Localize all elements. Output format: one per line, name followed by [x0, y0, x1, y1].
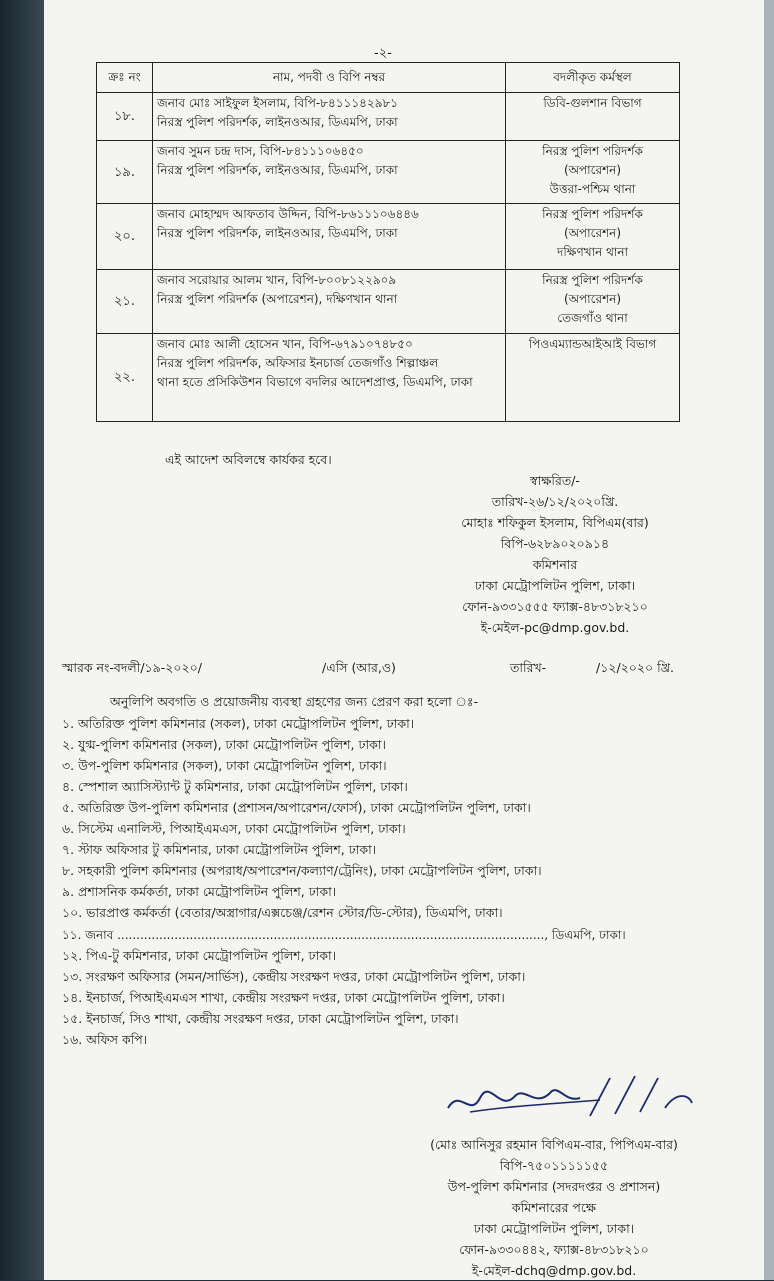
list-item: ১২. পিএ-টু কমিশনার, ঢাকা মেট্রোপলিটন পুলিশ, ঢাকা। — [62, 948, 337, 963]
list-item: ১৪. ইনচার্জ, পিআইএমএস শাখা, কেন্দ্রীয় সংরক্ষণ দপ্তর, ঢাকা মেট্রোপলিটন পুলিশ, ঢাকা। — [62, 990, 505, 1005]
memo-date-label: তারিখ- — [510, 660, 547, 675]
signed-email: ই-মেইল-pc@dmp.gov.bd. — [480, 620, 630, 635]
row-serial: ২২. — [97, 334, 153, 422]
posting-line: ডিবি-গুলশান বিভাগ — [543, 96, 642, 110]
officer-bp: বিপি-৭৫০১১১১১৫৫ — [499, 1158, 609, 1173]
row-serial: ১৯. — [97, 141, 153, 204]
signed-designation: কমিশনার — [532, 557, 578, 572]
posting-line: (অপারেশন) — [563, 292, 622, 306]
row-rank: নিরস্ত্র পুলিশ পরিদর্শক (অপারেশন), দক্ষিণখান থানা — [157, 292, 398, 306]
photo-edge-left — [0, 0, 44, 1280]
row-posting — [506, 204, 680, 270]
row-name-cell — [153, 93, 506, 141]
table-row — [97, 334, 680, 422]
row-rank: নিরস্ত্র পুলিশ পরিদর্শক, লাইনওআর, ডিএমপি, ঢাকা — [157, 163, 398, 177]
list-item: ৭. স্টাফ অফিসার টু কমিশনার, ঢাকা মেট্রোপলিটন পুলিশ, ঢাকা। — [62, 842, 377, 857]
row-serial: ১৮. — [97, 93, 153, 141]
row-extra: থানা হতে প্রসিকিউশন বিভাগে বদলির আদেশপ্রাপ্ত, ডিএমপি, ঢাকা — [157, 375, 473, 389]
page-number: -২- — [374, 46, 392, 61]
list-item: ১৩. সংরক্ষণ অফিসার (সমন/সার্ভিস), কেন্দ্রীয় সংরক্ষণ দপ্তর, ঢাকা মেট্রোপলিটন পুলিশ, ঢাকা। — [62, 969, 526, 984]
posting-line: দক্ষিণখান থানা — [557, 245, 628, 259]
row-name-cell — [153, 141, 506, 204]
row-name: জনাব মোঃ সাইফুল ইসলাম, বিপি-৮৪১১১৪২৯৮১ — [157, 96, 399, 110]
signed-phone: ফোন-৯৩৩১৫৫৫ ফ্যাক্স-৪৮৩১৮২১০ — [462, 599, 648, 614]
signed-block — [420, 470, 690, 638]
list-item: ১১. জনাব ................................................................................................................, ডিএমপি, ঢাকা। — [62, 928, 626, 942]
row-posting — [506, 141, 680, 204]
row-serial: ২১. — [97, 270, 153, 334]
posting-line: তেজগাঁও থানা — [557, 311, 628, 325]
copy-intro: অনুলিপি অবগতি ও প্রয়োজনীয় ব্যবস্থা গ্রহণের জন্য প্রেরণ করা হলো ঃ- — [110, 694, 479, 709]
list-item: ৩. উপ-পুলিশ কমিশনার (সকল), ঢাকা মেট্রোপলিটন পুলিশ, ঢাকা। — [62, 758, 387, 773]
memo-section: /এসি (আর,ও) — [322, 660, 396, 675]
officer-designation: উপ-পুলিশ কমিশনার (সদরদপ্তর ও প্রশাসন) — [447, 1179, 661, 1194]
row-name: জনাব মোহাম্মদ আফতাব উদ্দিন, বিপি-৮৬১১১০৬৪৪৬ — [157, 207, 419, 221]
list-item: ৮. সহকারী পুলিশ কমিশনার (অপরাধ/অপারেশন/কল্যাণ/ট্রেনিং), ঢাকা মেট্রোপলিটন পুলিশ, ঢাকা। — [62, 863, 542, 878]
row-name: জনাব সরোয়ার আলম খান, বিপি-৮০০৮১২২৯০৯ — [157, 273, 397, 287]
list-item: ৫. অতিরিক্ত উপ-পুলিশ কমিশনার (প্রশাসন/অপারেশন/ফোর্স), ঢাকা মেট্রোপলিটন পুলিশ, ঢাকা। — [62, 800, 531, 815]
row-rank: নিরস্ত্র পুলিশ পরিদর্শক, লাইনওআর, ডিএমপি, ঢাকা — [157, 226, 398, 240]
list-item: ১০. ভারপ্রাপ্ত কর্মকর্তা (বেতার/অস্ত্রাগার/এক্সচেঞ্জ/রেশন স্টোর/ডি-স্টোর), ডিএমপি, ঢাকা। — [62, 905, 503, 920]
officer-org: ঢাকা মেট্রোপলিটন পুলিশ, ঢাকা। — [473, 1221, 635, 1236]
row-name-cell — [153, 204, 506, 270]
list-item: ৯. প্রশাসনিক কর্মকর্তা, ঢাকা মেট্রোপলিটন পুলিশ, ঢাকা। — [62, 884, 337, 899]
officer-name: (মোঃ আনিসুর রহমান বিপিএম-বার, পিপিএম-বার) — [430, 1137, 678, 1152]
row-posting — [506, 270, 680, 334]
table-row — [97, 270, 680, 334]
row-name: জনাব সুমন চন্দ্র দাস, বিপি-৮৪১১১০৬৪৫০ — [157, 144, 364, 158]
table-row — [97, 93, 680, 141]
officer-block — [404, 1134, 704, 1281]
list-item: ১. অতিরিক্ত পুলিশ কমিশনার (সকল), ঢাকা মেট্রোপলিটন পুলিশ, ঢাকা। — [62, 716, 415, 731]
signed-bp: বিপি-৬২৮৯০২০৯১৪ — [500, 536, 610, 551]
signed-label: স্বাক্ষরিত/- — [530, 473, 580, 488]
table-header-row — [97, 63, 680, 93]
header-serial: ক্রঃ নং — [97, 63, 153, 93]
transfer-table — [96, 62, 680, 422]
memo-date-value: /১২/২০২০ খ্রি. — [596, 660, 674, 675]
row-name-cell — [153, 334, 506, 422]
posting-line: (অপারেশন) — [563, 226, 622, 240]
list-item: ১৫. ইনচার্জ, সিও শাখা, কেন্দ্রীয় সংরক্ষণ দপ্তর, ঢাকা মেট্রোপলিটন পুলিশ, ঢাকা। — [62, 1011, 459, 1026]
effective-note: এই আদেশ অবিলম্বে কার্যকর হবে। — [165, 452, 332, 467]
list-item: ২. যুগ্ম-পুলিশ কমিশনার (সকল), ঢাকা মেট্রোপলিটন পুলিশ, ঢাকা। — [62, 737, 386, 752]
posting-line: নিরস্ত্র পুলিশ পরিদর্শক — [542, 144, 643, 158]
signed-date: তারিখ-২৬/১২/২০২০খ্রি. — [491, 494, 619, 509]
officer-email: ই-মেইল-dchq@dmp.gov.bd. — [471, 1263, 637, 1278]
row-posting — [506, 93, 680, 141]
row-name: জনাব মোঃ আলী হোসেন খান, বিপি-৬৭৯১০৭৪৮৫০ — [157, 337, 413, 351]
posting-line: নিরস্ত্র পুলিশ পরিদর্শক — [542, 207, 643, 221]
memo-ref: স্মারক নং-বদলী/১৯-২০২০/ — [62, 660, 202, 675]
row-rank: নিরস্ত্র পুলিশ পরিদর্শক, অফিসার ইনচার্জ তেজগাঁও শিল্পাঞ্চল — [157, 356, 439, 370]
posting-line: পিওএম্যান্ডআইআই বিভাগ — [528, 337, 657, 351]
signed-org: ঢাকা মেট্রোপলিটন পুলিশ, ঢাকা। — [474, 578, 636, 593]
list-item: ৪. স্পেশাল অ্যাসিস্ট্যান্ট টু কমিশনার, ঢাকা মেট্রোপলিটন পুলিশ, ঢাকা। — [62, 779, 408, 794]
table-row — [97, 204, 680, 270]
posting-line: নিরস্ত্র পুলিশ পরিদর্শক — [542, 273, 643, 287]
posting-line: উত্তরা-পশ্চিম থানা — [549, 182, 636, 196]
header-name: নাম, পদবী ও বিপি নম্বর — [153, 63, 506, 93]
handwritten-signature — [440, 1068, 700, 1126]
signed-name: মোহাঃ শফিকুল ইসলাম, বিপিএম(বার) — [461, 515, 649, 530]
posting-line: (অপারেশন) — [563, 163, 622, 177]
row-rank: নিরস্ত্র পুলিশ পরিদর্শক, লাইনওআর, ডিএমপি, ঢাকা — [157, 115, 398, 129]
row-posting — [506, 334, 680, 422]
officer-phone: ফোন-৯৩৩০৪৪২, ফ্যাক্স-৪৮৩১৮২১০ — [459, 1242, 649, 1257]
row-serial: ২০. — [97, 204, 153, 270]
list-item: ৬. সিস্টেম এনালিস্ট, পিআইএমএস, ঢাকা মেট্রোপলিটন পুলিশ, ঢাকা। — [62, 821, 406, 836]
officer-behalf: কমিশনারের পক্ষে — [511, 1200, 597, 1215]
list-item: ১৬. অফিস কপি। — [62, 1032, 148, 1047]
photo-edge-right — [764, 0, 774, 1280]
table-row — [97, 141, 680, 204]
header-posting: বদলীকৃত কর্মস্থল — [506, 63, 680, 93]
row-name-cell — [153, 270, 506, 334]
